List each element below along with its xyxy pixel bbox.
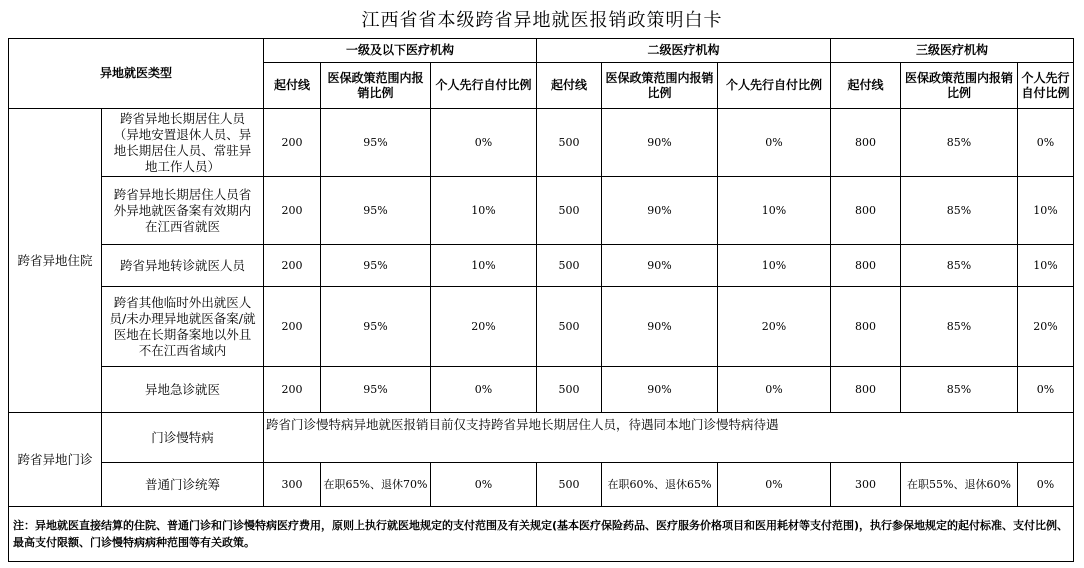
- cell: 300: [831, 463, 901, 507]
- cell: 10%: [1018, 177, 1074, 245]
- footnote: 注：异地就医直接结算的住院、普通门诊和门诊慢特病医疗费用，原则上执行就医地规定的支付范围及有关规定(基本医疗保险药品、医疗服务价格项目和医用耗材等支付范围)，执行参保地规定的起付标准、支付比例、最高支付限额、门诊慢特病病种范围等有关政策。: [9, 507, 1074, 562]
- type-header: 异地就医类型: [9, 39, 264, 109]
- cell: 200: [264, 245, 321, 287]
- cell: 800: [831, 287, 901, 367]
- row-desc: 跨省其他临时外出就医人员/未办理异地就医备案/就医地在长期备案地以外且不在江西省域内: [102, 287, 264, 367]
- table-row: [9, 287, 1074, 367]
- cell: 500: [537, 287, 602, 367]
- col-header: 个人先行自付比例: [718, 63, 831, 109]
- cell: 10%: [718, 245, 831, 287]
- row-desc: 跨省异地长期居住人员（异地安置退休人员、异地长期居住人员、常驻异地工作人员）: [102, 109, 264, 177]
- cell: 90%: [602, 287, 718, 367]
- cell: 在职55%、退休60%: [901, 463, 1018, 507]
- cell: 85%: [901, 245, 1018, 287]
- cell: 95%: [321, 245, 431, 287]
- cell: 800: [831, 245, 901, 287]
- table-row: [9, 245, 1074, 287]
- col-header: 个人先行自付比例: [1018, 63, 1074, 109]
- row-desc: 门诊慢特病: [102, 413, 264, 463]
- cell: 85%: [901, 109, 1018, 177]
- cell: 800: [831, 109, 901, 177]
- cell: 500: [537, 367, 602, 413]
- cell: 20%: [431, 287, 537, 367]
- header-row-groups: [9, 39, 1074, 63]
- table-row: [9, 177, 1074, 245]
- chronic-note: 跨省门诊慢特病异地就医报销目前仅支持跨省异地长期居住人员，待遇同本地门诊慢特病待遇: [264, 413, 1074, 463]
- cell: 85%: [901, 287, 1018, 367]
- cell: 20%: [718, 287, 831, 367]
- category-cell: 跨省异地住院: [9, 109, 102, 413]
- cell: 0%: [718, 109, 831, 177]
- page-title: 江西省省本级跨省异地就医报销政策明白卡: [361, 10, 723, 31]
- cell: 200: [264, 287, 321, 367]
- cell: 90%: [602, 245, 718, 287]
- cell: 200: [264, 109, 321, 177]
- col-header: 起付线: [264, 63, 321, 109]
- footnote-row: [9, 507, 1074, 562]
- cell: 90%: [602, 177, 718, 245]
- policy-table: [8, 38, 1074, 562]
- cell: 500: [537, 109, 602, 177]
- cell: 0%: [718, 463, 831, 507]
- table-row: [9, 367, 1074, 413]
- cell: 500: [537, 245, 602, 287]
- row-desc: 普通门诊统筹: [102, 463, 264, 507]
- cell: 0%: [431, 367, 537, 413]
- cell: 800: [831, 367, 901, 413]
- cell: 20%: [1018, 287, 1074, 367]
- row-desc: 异地急诊就医: [102, 367, 264, 413]
- cell: 0%: [1018, 109, 1074, 177]
- cell: 85%: [901, 367, 1018, 413]
- cell: 10%: [1018, 245, 1074, 287]
- col-header: 起付线: [537, 63, 602, 109]
- cell: 800: [831, 177, 901, 245]
- cell: 0%: [1018, 463, 1074, 507]
- cell: 90%: [602, 367, 718, 413]
- cell: 95%: [321, 367, 431, 413]
- cell: 500: [537, 177, 602, 245]
- col-header: 个人先行自付比例: [431, 63, 537, 109]
- cell: 0%: [718, 367, 831, 413]
- cell: 0%: [431, 463, 537, 507]
- cell: 10%: [431, 245, 537, 287]
- category-cell: 跨省异地门诊: [9, 413, 102, 507]
- cell: 90%: [602, 109, 718, 177]
- cell: 10%: [431, 177, 537, 245]
- cell: 95%: [321, 109, 431, 177]
- cell: 在职65%、退休70%: [321, 463, 431, 507]
- col-header: 医保政策范围内报销比例: [901, 63, 1018, 109]
- group-header: 一级及以下医疗机构: [264, 39, 537, 63]
- cell: 200: [264, 177, 321, 245]
- group-header: 二级医疗机构: [537, 39, 831, 63]
- col-header: 医保政策范围内报销比例: [602, 63, 718, 109]
- table-row: [9, 413, 1074, 463]
- cell: 95%: [321, 177, 431, 245]
- cell: 85%: [901, 177, 1018, 245]
- group-header: 三级医疗机构: [831, 39, 1074, 63]
- table-row: [9, 109, 1074, 177]
- row-desc: 跨省异地长期居住人员省外异地就医备案有效期内在江西省就医: [102, 177, 264, 245]
- cell: 500: [537, 463, 602, 507]
- cell: 0%: [431, 109, 537, 177]
- table-row: [9, 463, 1074, 507]
- row-desc: 跨省异地转诊就医人员: [102, 245, 264, 287]
- cell: 0%: [1018, 367, 1074, 413]
- col-header: 医保政策范围内报销比例: [321, 63, 431, 109]
- cell: 300: [264, 463, 321, 507]
- cell: 在职60%、退休65%: [602, 463, 718, 507]
- cell: 95%: [321, 287, 431, 367]
- col-header: 起付线: [831, 63, 901, 109]
- cell: 200: [264, 367, 321, 413]
- cell: 10%: [718, 177, 831, 245]
